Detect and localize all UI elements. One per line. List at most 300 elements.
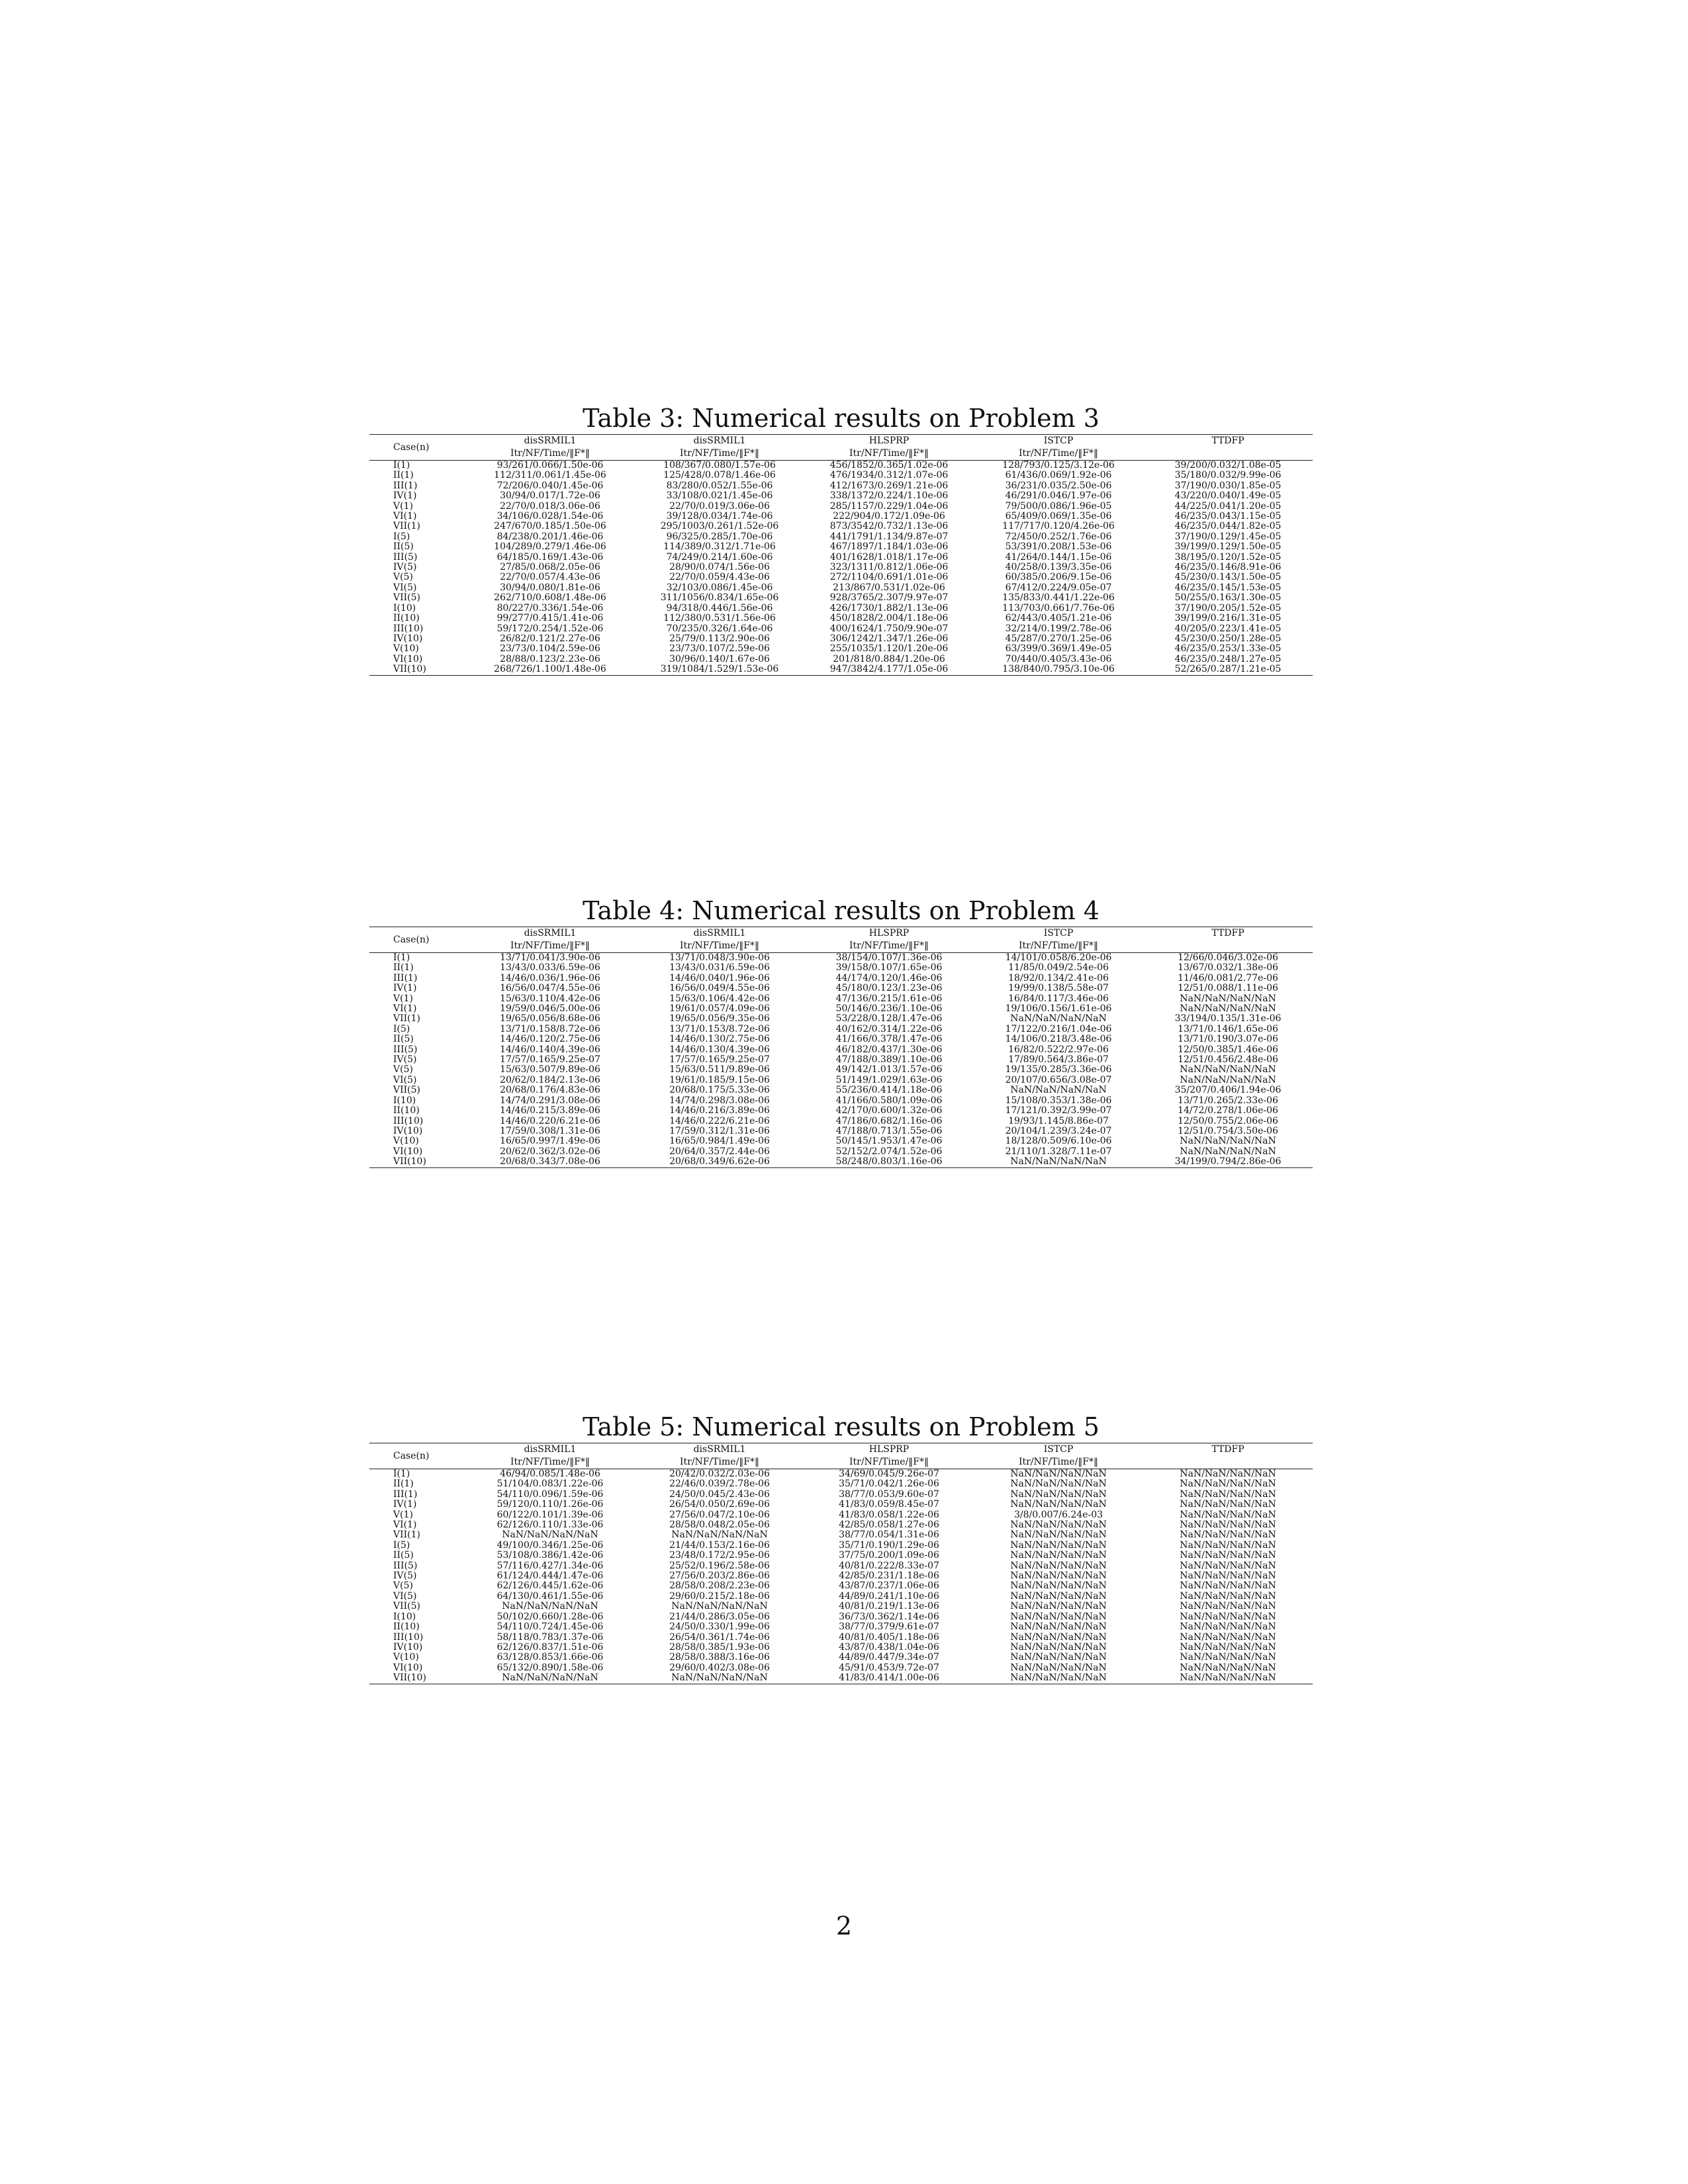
case-cell: II(10) <box>393 1622 420 1633</box>
table-row <box>369 1106 1313 1116</box>
table-body <box>369 1469 1313 1684</box>
result-cell: 46/182/0.437/1.30e-06 <box>835 1044 943 1055</box>
result-cell: 13/71/0.041/3.90e-06 <box>500 952 600 963</box>
table-body <box>369 953 1313 1168</box>
result-cell: 67/412/0.224/9.05e-07 <box>1005 582 1112 593</box>
result-cell: NaN/NaN/NaN/NaN <box>1010 1540 1107 1551</box>
result-cell: 14/101/0.058/6.20e-06 <box>1005 952 1112 963</box>
result-cell: 14/46/0.222/6.21e-06 <box>669 1116 770 1126</box>
metric-subheader: Itr/NF/Time/‖F*‖ <box>635 447 804 461</box>
results-table <box>369 1443 1313 1684</box>
result-cell: 26/54/0.050/2.69e-06 <box>669 1500 770 1510</box>
result-cell: 25/79/0.113/2.90e-06 <box>669 633 770 644</box>
method-header: disSRMIL1 <box>635 1443 804 1457</box>
result-cell: 456/1852/0.365/1.02e-06 <box>829 460 949 471</box>
metric-subheader <box>1143 940 1313 953</box>
case-cell: IV(10) <box>393 633 423 644</box>
result-cell: NaN/NaN/NaN/NaN <box>1180 1510 1276 1520</box>
result-cell: 18/128/0.509/6.10e-06 <box>1005 1136 1112 1147</box>
result-cell: NaN/NaN/NaN/NaN <box>974 1673 1143 1684</box>
metric-subheader: Itr/NF/Time/‖F*‖ <box>804 447 974 461</box>
result-cell: 28/58/0.208/2.23e-06 <box>669 1581 770 1592</box>
table-row <box>369 1126 1313 1136</box>
table-row <box>369 963 1313 973</box>
case-cell: V(1) <box>393 993 413 1004</box>
table-row <box>369 655 1313 664</box>
result-cell: NaN/NaN/NaN/NaN <box>1010 1551 1107 1561</box>
page-number: 2 <box>835 1911 853 1940</box>
result-cell: NaN/NaN/NaN/NaN <box>1180 1469 1276 1479</box>
result-cell: 104/289/0.279/1.46e-06 <box>494 542 606 553</box>
table-row <box>369 1530 1313 1540</box>
metric-subheader: Itr/NF/Time/‖F*‖ <box>635 1456 804 1469</box>
table-row <box>369 1065 1313 1075</box>
table-row <box>369 593 1313 603</box>
case-cell: V(1) <box>393 1510 413 1520</box>
result-cell: 30/94/0.017/1.72e-06 <box>500 491 600 502</box>
result-cell: 84/238/0.201/1.46e-06 <box>496 531 604 542</box>
table-row <box>369 1643 1313 1653</box>
metric-subheader <box>1143 1456 1313 1469</box>
result-cell: 53/391/0.208/1.53e-06 <box>1005 542 1112 553</box>
result-cell: 16/65/0.997/1.49e-06 <box>500 1136 600 1147</box>
table-body <box>369 461 1313 676</box>
result-cell: 12/51/0.088/1.11e-06 <box>1178 983 1278 994</box>
results-table <box>369 434 1313 676</box>
result-cell: 125/428/0.078/1.46e-06 <box>663 471 776 481</box>
table-row <box>369 1653 1313 1662</box>
result-cell: 22/70/0.059/4.43e-06 <box>669 572 770 583</box>
table-3-block <box>369 405 1313 676</box>
result-cell: NaN/NaN/NaN/NaN <box>1010 1602 1107 1612</box>
result-cell: 17/59/0.308/1.31e-06 <box>500 1126 600 1136</box>
metric-subheader: Itr/NF/Time/‖F*‖ <box>804 1456 974 1469</box>
table-row <box>369 644 1313 654</box>
case-cell: VII(1) <box>393 1530 421 1541</box>
result-cell: 34/199/0.794/2.86e-06 <box>1143 1157 1313 1167</box>
table-row <box>369 481 1313 491</box>
result-cell: 17/122/0.216/1.04e-06 <box>1005 1024 1112 1034</box>
result-cell: 94/318/0.446/1.56e-06 <box>666 603 773 614</box>
case-cell: III(1) <box>393 973 418 983</box>
metric-subheader: Itr/NF/Time/‖F*‖ <box>974 1456 1143 1469</box>
table-row <box>369 624 1313 634</box>
result-cell: 268/726/1.100/1.48e-06 <box>465 664 635 675</box>
result-cell: 19/59/0.046/5.00e-06 <box>500 1004 600 1015</box>
table-row <box>369 1469 1313 1480</box>
result-cell: 62/443/0.405/1.21e-06 <box>1005 614 1112 624</box>
method-header: TTDFP <box>1143 927 1313 940</box>
metric-subheader: Itr/NF/Time/‖F*‖ <box>635 940 804 953</box>
case-cell: VII(1) <box>393 1014 421 1024</box>
result-cell: 16/82/0.522/2.97e-06 <box>1008 1044 1109 1055</box>
table-row <box>369 953 1313 964</box>
case-cell: III(10) <box>393 1116 424 1126</box>
result-cell: 14/46/0.216/3.89e-06 <box>669 1106 770 1116</box>
case-cell: III(1) <box>393 1489 418 1500</box>
results-table <box>369 927 1313 1168</box>
result-cell: 41/166/0.580/1.09e-06 <box>835 1095 943 1106</box>
result-cell: 70/235/0.326/1.64e-06 <box>666 623 773 634</box>
result-cell: 23/73/0.107/2.59e-06 <box>669 644 770 655</box>
case-cell: II(5) <box>393 1551 414 1561</box>
result-cell: NaN/NaN/NaN/NaN <box>1180 1136 1276 1147</box>
case-cell: VI(1) <box>393 1004 417 1015</box>
result-cell: 16/84/0.117/3.46e-06 <box>1008 993 1109 1004</box>
table-row <box>369 1024 1313 1034</box>
result-cell: 21/44/0.153/2.16e-06 <box>669 1540 770 1551</box>
result-cell: 44/89/0.241/1.10e-06 <box>839 1591 939 1602</box>
result-cell: NaN/NaN/NaN/NaN <box>502 1602 598 1612</box>
result-cell: 319/1084/1.529/1.53e-06 <box>635 664 804 675</box>
case-cell: I(10) <box>393 1095 416 1106</box>
result-cell: 13/43/0.033/6.59e-06 <box>500 963 600 974</box>
case-cell: II(10) <box>393 1106 420 1116</box>
result-cell: 62/126/0.837/1.51e-06 <box>496 1642 604 1653</box>
result-cell: 24/50/0.330/1.99e-06 <box>669 1622 770 1633</box>
result-cell: 112/311/0.061/1.45e-06 <box>494 471 606 481</box>
result-cell: 41/83/0.059/8.45e-07 <box>839 1500 939 1510</box>
case-cell: I(5) <box>393 531 410 542</box>
result-cell: 38/77/0.379/9.61e-07 <box>839 1622 939 1633</box>
result-cell: 93/261/0.066/1.50e-06 <box>496 460 604 471</box>
result-cell: 12/66/0.046/3.02e-06 <box>1178 952 1278 963</box>
result-cell: 441/1791/1.134/9.87e-07 <box>829 531 949 542</box>
metric-subheader: Itr/NF/Time/‖F*‖ <box>465 447 635 461</box>
result-cell: NaN/NaN/NaN/NaN <box>1010 1653 1107 1663</box>
result-cell: 40/81/0.222/8.33e-07 <box>839 1561 939 1571</box>
case-cell: III(5) <box>393 1044 418 1055</box>
result-cell: 83/280/0.052/1.55e-06 <box>666 480 773 491</box>
method-header: HLSPRP <box>804 1443 974 1457</box>
case-cell: I(5) <box>393 1024 410 1034</box>
result-cell: 14/74/0.291/3.08e-06 <box>500 1095 600 1106</box>
result-cell: 114/389/0.312/1.71e-06 <box>663 542 776 553</box>
case-cell: V(5) <box>393 1065 413 1075</box>
case-cell: V(10) <box>393 644 419 655</box>
result-cell: 15/63/0.110/4.42e-06 <box>500 993 600 1004</box>
case-cell: I(1) <box>393 460 410 471</box>
method-header: disSRMIL1 <box>465 1443 635 1457</box>
case-cell: II(10) <box>393 614 420 624</box>
result-cell: 22/70/0.018/3.06e-06 <box>500 501 600 512</box>
table-row <box>369 1075 1313 1085</box>
result-cell: 45/230/0.143/1.50e-05 <box>1174 572 1282 583</box>
case-cell: V(10) <box>393 1653 419 1663</box>
result-cell: NaN/NaN/NaN/NaN <box>671 1530 768 1541</box>
case-cell: V(5) <box>393 572 413 583</box>
result-cell: 19/61/0.057/4.09e-06 <box>669 1004 770 1015</box>
result-cell: 14/74/0.298/3.08e-06 <box>669 1095 770 1106</box>
result-cell: 36/73/0.362/1.14e-06 <box>839 1612 939 1622</box>
table-row <box>369 634 1313 644</box>
metric-subheader: Itr/NF/Time/‖F*‖ <box>804 940 974 953</box>
result-cell: 54/110/0.724/1.45e-06 <box>496 1622 604 1633</box>
result-cell: 947/3842/4.177/1.05e-06 <box>804 664 974 675</box>
method-header: TTDFP <box>1143 435 1313 448</box>
result-cell: 33/108/0.021/1.45e-06 <box>666 491 773 502</box>
case-cell: I(5) <box>393 1540 410 1551</box>
result-cell: 28/90/0.074/1.56e-06 <box>669 563 770 573</box>
result-cell: 46/291/0.046/1.97e-06 <box>1005 491 1112 502</box>
table-row <box>369 1561 1313 1571</box>
case-cell: III(10) <box>393 623 424 634</box>
table-row <box>369 563 1313 572</box>
table-row <box>369 522 1313 531</box>
result-cell: 54/110/0.096/1.59e-06 <box>496 1489 604 1500</box>
result-cell: 43/87/0.237/1.06e-06 <box>839 1581 939 1592</box>
table-row <box>369 1541 1313 1551</box>
result-cell: NaN/NaN/NaN/NaN <box>1180 1065 1276 1075</box>
result-cell: 40/81/0.405/1.18e-06 <box>839 1632 939 1643</box>
result-cell: 47/188/0.713/1.55e-06 <box>835 1126 943 1136</box>
case-header: Case(n) <box>369 1443 465 1469</box>
result-cell: 25/52/0.196/2.58e-06 <box>669 1561 770 1571</box>
result-cell: NaN/NaN/NaN/NaN <box>1143 1673 1313 1684</box>
case-cell: II(1) <box>393 471 414 481</box>
result-cell: 72/450/0.252/1.76e-06 <box>1005 531 1112 542</box>
result-cell: 17/121/0.392/3.99e-07 <box>1005 1106 1112 1116</box>
table-5-block <box>369 1414 1313 1684</box>
result-cell: NaN/NaN/NaN/NaN <box>1010 1642 1107 1653</box>
table-row <box>369 1592 1313 1602</box>
result-cell: NaN/NaN/NaN/NaN <box>465 1673 635 1684</box>
result-cell: 16/56/0.049/4.55e-06 <box>669 983 770 994</box>
metric-subheader: Itr/NF/Time/‖F*‖ <box>465 1456 635 1469</box>
result-cell: 18/92/0.134/2.41e-06 <box>1008 973 1109 983</box>
result-cell: 17/59/0.312/1.31e-06 <box>669 1126 770 1136</box>
case-cell: III(5) <box>393 1561 418 1571</box>
result-cell: 51/149/1.029/1.63e-06 <box>835 1075 943 1085</box>
result-cell: 467/1897/1.184/1.03e-06 <box>829 542 949 553</box>
result-cell: 52/152/2.074/1.52e-06 <box>835 1146 943 1157</box>
method-header: disSRMIL1 <box>465 435 635 448</box>
table-row <box>369 491 1313 501</box>
case-cell: VI(10) <box>393 654 423 664</box>
table-row <box>369 583 1313 593</box>
result-cell: 12/51/0.754/3.50e-06 <box>1178 1126 1278 1136</box>
result-cell: 65/132/0.890/1.58e-06 <box>496 1662 604 1673</box>
result-cell: 43/87/0.438/1.04e-06 <box>839 1642 939 1653</box>
metric-subheader: Itr/NF/Time/‖F*‖ <box>974 447 1143 461</box>
result-cell: 12/50/0.755/2.06e-06 <box>1178 1116 1278 1126</box>
method-header: ISTCP <box>974 435 1143 448</box>
result-cell: 50/146/0.236/1.10e-06 <box>835 1004 943 1015</box>
result-cell: 39/200/0.032/1.08e-05 <box>1174 460 1282 471</box>
result-cell: NaN/NaN/NaN/NaN <box>1180 1571 1276 1582</box>
result-cell: 39/199/0.129/1.50e-05 <box>1174 542 1282 553</box>
result-cell: NaN/NaN/NaN/NaN <box>1180 1561 1276 1571</box>
table-row <box>369 614 1313 623</box>
table-row <box>369 502 1313 512</box>
result-cell: 401/1628/1.018/1.17e-06 <box>829 552 949 563</box>
result-cell: 27/56/0.203/2.86e-06 <box>669 1571 770 1582</box>
table-row <box>369 1096 1313 1106</box>
result-cell: 20/62/0.362/3.02e-06 <box>500 1146 600 1157</box>
case-cell: VI(1) <box>393 1520 417 1531</box>
result-cell: 400/1624/1.750/9.90e-07 <box>829 623 949 634</box>
result-cell: 39/199/0.216/1.31e-05 <box>1174 614 1282 624</box>
result-cell: NaN/NaN/NaN/NaN <box>1180 1530 1276 1541</box>
result-cell: 476/1934/0.312/1.07e-06 <box>829 471 949 481</box>
result-cell: NaN/NaN/NaN/NaN <box>1010 1571 1107 1582</box>
result-cell: 62/126/0.110/1.33e-06 <box>496 1520 604 1531</box>
result-cell: 35/71/0.042/1.26e-06 <box>839 1479 939 1490</box>
case-cell: VI(10) <box>393 1662 423 1673</box>
result-cell: 13/71/0.048/3.90e-06 <box>669 952 770 963</box>
result-cell: 19/106/0.156/1.61e-06 <box>1005 1004 1112 1015</box>
result-cell: NaN/NaN/NaN/NaN <box>1180 1520 1276 1531</box>
result-cell: 20/42/0.032/2.03e-06 <box>669 1469 770 1479</box>
case-cell: VI(5) <box>393 1075 417 1085</box>
result-cell: 20/68/0.175/5.33e-06 <box>669 1085 770 1096</box>
result-cell: 16/56/0.047/4.55e-06 <box>500 983 600 994</box>
result-cell: 112/380/0.531/1.56e-06 <box>663 614 776 624</box>
result-cell: 34/106/0.028/1.54e-06 <box>496 512 604 522</box>
result-cell: 13/43/0.031/6.59e-06 <box>669 963 770 974</box>
result-cell: NaN/NaN/NaN/NaN <box>502 1530 598 1541</box>
method-header: disSRMIL1 <box>635 435 804 448</box>
case-cell: VII(5) <box>393 1085 421 1096</box>
result-cell: 3/8/0.007/6.24e-03 <box>1013 1510 1103 1520</box>
result-cell: 63/128/0.853/1.66e-06 <box>496 1653 604 1663</box>
result-cell: 50/102/0.660/1.28e-06 <box>496 1612 604 1622</box>
result-cell: 64/185/0.169/1.43e-06 <box>496 552 604 563</box>
result-cell: 44/174/0.120/1.46e-06 <box>835 973 943 983</box>
case-cell: IV(1) <box>393 983 417 994</box>
result-cell: NaN/NaN/NaN/NaN <box>1010 1489 1107 1500</box>
method-header: disSRMIL1 <box>465 927 635 940</box>
case-cell: I(1) <box>393 1469 410 1479</box>
case-cell: III(10) <box>393 1632 424 1643</box>
result-cell: 14/46/0.220/6.21e-06 <box>500 1116 600 1126</box>
table-row <box>369 1500 1313 1510</box>
result-cell: 19/61/0.185/9.15e-06 <box>669 1075 770 1085</box>
result-cell: 58/118/0.783/1.37e-06 <box>496 1632 604 1643</box>
case-cell: VI(1) <box>393 512 417 522</box>
table-row <box>369 994 1313 1004</box>
case-cell: VI(5) <box>393 582 417 593</box>
case-cell: I(1) <box>393 952 410 963</box>
table-row <box>369 1004 1313 1014</box>
table-row <box>369 1520 1313 1530</box>
result-cell: 45/230/0.250/1.28e-05 <box>1174 633 1282 644</box>
table-row <box>369 1622 1313 1632</box>
result-cell: 12/51/0.456/2.48e-06 <box>1178 1055 1278 1066</box>
result-cell: 20/68/0.176/4.83e-06 <box>500 1085 600 1096</box>
result-cell: 14/106/0.218/3.48e-06 <box>1005 1034 1112 1045</box>
result-cell: 42/170/0.600/1.32e-06 <box>835 1106 943 1116</box>
result-cell: NaN/NaN/NaN/NaN <box>1180 1146 1276 1157</box>
table-row <box>369 461 1313 471</box>
result-cell: 113/703/0.661/7.76e-06 <box>1002 603 1115 614</box>
result-cell: NaN/NaN/NaN/NaN <box>1010 1520 1107 1531</box>
case-cell: II(5) <box>393 542 414 553</box>
result-cell: 96/325/0.285/1.70e-06 <box>666 531 773 542</box>
result-cell: 285/1157/0.229/1.04e-06 <box>829 501 949 512</box>
result-cell: NaN/NaN/NaN/NaN <box>1010 1014 1107 1024</box>
result-cell: NaN/NaN/NaN/NaN <box>1180 1632 1276 1643</box>
result-cell: NaN/NaN/NaN/NaN <box>1010 1662 1107 1673</box>
result-cell: NaN/NaN/NaN/NaN <box>1010 1469 1107 1479</box>
result-cell: NaN/NaN/NaN/NaN <box>1010 1085 1107 1096</box>
result-cell: 213/867/0.531/1.02e-06 <box>833 582 945 593</box>
result-cell: 58/248/0.803/1.16e-06 <box>804 1157 974 1167</box>
case-cell: VI(5) <box>393 1591 417 1602</box>
result-cell: 22/70/0.057/4.43e-06 <box>500 572 600 583</box>
result-cell: 46/235/0.253/1.33e-05 <box>1174 644 1282 655</box>
result-cell: NaN/NaN/NaN/NaN <box>1180 1581 1276 1592</box>
result-cell: 29/60/0.402/3.08e-06 <box>669 1662 770 1673</box>
case-cell: III(1) <box>393 480 418 491</box>
case-cell: VII(5) <box>393 593 421 604</box>
result-cell: 21/44/0.286/3.05e-06 <box>669 1612 770 1622</box>
result-cell: 14/46/0.040/1.96e-06 <box>669 973 770 983</box>
table-4-block <box>369 897 1313 1168</box>
table-row <box>369 1633 1313 1643</box>
result-cell: 138/840/0.795/3.10e-06 <box>974 664 1143 675</box>
table-row <box>369 1014 1313 1024</box>
result-cell: NaN/NaN/NaN/NaN <box>1180 1004 1276 1015</box>
table-row <box>369 532 1313 542</box>
result-cell: 27/85/0.068/2.05e-06 <box>500 563 600 573</box>
result-cell: 28/58/0.385/1.93e-06 <box>669 1642 770 1653</box>
case-cell: VII(10) <box>369 664 465 675</box>
result-cell: NaN/NaN/NaN/NaN <box>1010 1530 1107 1541</box>
result-cell: 426/1730/1.882/1.13e-06 <box>829 603 949 614</box>
result-cell: 272/1104/0.691/1.01e-06 <box>829 572 949 583</box>
result-cell: 45/91/0.453/9.72e-07 <box>839 1662 939 1673</box>
result-cell: NaN/NaN/NaN/NaN <box>1010 1622 1107 1633</box>
table-row <box>369 1490 1313 1500</box>
case-cell: V(1) <box>393 501 413 512</box>
result-cell: NaN/NaN/NaN/NaN <box>1010 1561 1107 1571</box>
result-cell: 33/194/0.135/1.31e-06 <box>1174 1014 1282 1024</box>
result-cell: 99/277/0.415/1.41e-06 <box>496 614 604 624</box>
result-cell: NaN/NaN/NaN/NaN <box>1180 1612 1276 1622</box>
table-row <box>369 1571 1313 1581</box>
result-cell: 128/793/0.125/3.12e-06 <box>1002 460 1115 471</box>
result-cell: 38/77/0.053/9.60e-07 <box>839 1489 939 1500</box>
case-cell: IV(1) <box>393 491 417 502</box>
table-row <box>369 1085 1313 1095</box>
result-cell: 51/104/0.083/1.22e-06 <box>496 1479 604 1490</box>
result-cell: 36/231/0.035/2.50e-06 <box>1005 480 1112 491</box>
result-cell: 14/46/0.130/4.39e-06 <box>669 1044 770 1055</box>
method-header: disSRMIL1 <box>635 927 804 940</box>
result-cell: 45/287/0.270/1.25e-06 <box>1005 633 1112 644</box>
result-cell: 46/235/0.146/8.91e-06 <box>1174 563 1282 573</box>
case-cell: I(10) <box>393 603 416 614</box>
result-cell: 70/440/0.405/3.43e-06 <box>1005 654 1112 664</box>
result-cell: 47/136/0.215/1.61e-06 <box>835 993 943 1004</box>
result-cell: 17/57/0.165/9.25e-07 <box>500 1055 600 1066</box>
result-cell: 40/162/0.314/1.22e-06 <box>835 1024 943 1034</box>
table-row <box>369 1479 1313 1489</box>
result-cell: 23/48/0.172/2.95e-06 <box>669 1551 770 1561</box>
case-cell: V(5) <box>393 1581 413 1592</box>
case-cell: II(1) <box>393 1479 414 1490</box>
table-row <box>369 1045 1313 1055</box>
result-cell: 323/1311/0.812/1.06e-06 <box>829 563 949 573</box>
result-cell: 295/1003/0.261/1.52e-06 <box>660 522 779 532</box>
result-cell: 42/85/0.231/1.18e-06 <box>839 1571 939 1582</box>
result-cell: NaN/NaN/NaN/NaN <box>1180 1500 1276 1510</box>
result-cell: 46/235/0.145/1.53e-05 <box>1174 582 1282 593</box>
method-header: HLSPRP <box>804 435 974 448</box>
result-cell: NaN/NaN/NaN/NaN <box>1010 1479 1107 1490</box>
result-cell: 311/1056/0.834/1.65e-06 <box>660 593 779 604</box>
